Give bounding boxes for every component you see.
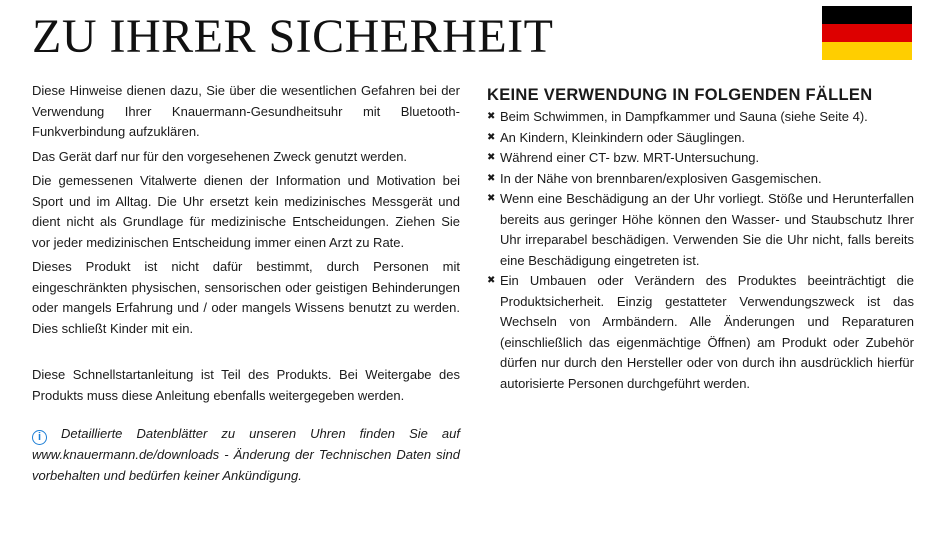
list-item <box>487 169 914 190</box>
safety-intro-column <box>32 81 460 490</box>
list-item <box>487 148 914 169</box>
cross-bullet-icon: ✖ <box>487 275 496 286</box>
flag-stripe-red <box>822 24 912 42</box>
cross-bullet-icon: ✖ <box>487 172 496 184</box>
cross-bullet-icon: ✖ <box>487 111 496 122</box>
list-item <box>487 271 914 394</box>
quickstart-paragraph: Diese Schnellstartanleitung ist Teil des Produkts. Bei Weitergabe des Produkts muss diese Anleitung ebenfalls weitergegeben werden. <box>32 367 460 403</box>
datasheet-note <box>32 424 460 486</box>
list-item-text: In der Nähe von brennbaren/explosiven Gasgemischen. <box>500 170 822 186</box>
flag-stripe-gold <box>822 42 912 60</box>
list-item-text: An Kindern, Kleinkindern oder Säuglingen. <box>500 129 746 145</box>
prohibited-use-heading: KEINE VERWENDUNG IN FOLGENDEN FÄLLEN <box>487 86 873 104</box>
flag-stripe-black <box>822 6 912 24</box>
list-item <box>487 107 914 128</box>
page-title: ZU IHRER SICHERHEIT <box>32 10 554 63</box>
intro-paragraph: Diese Hinweise dienen dazu, Sie über die wesentlichen Gefahren bei der Verwendung Ihrer Knauermann-Gesundheitsuhr mit Bluetooth-Funkverbindung aufzuklären. <box>32 83 460 139</box>
list-item <box>487 189 914 271</box>
cross-bullet-icon: ✖ <box>487 131 496 143</box>
info-icon: i <box>32 430 47 445</box>
cross-bullet-icon: ✖ <box>487 152 496 163</box>
list-item <box>487 128 914 149</box>
datasheet-note-text: Detaillierte Datenblätter zu unseren Uhren finden Sie auf www.knauermann.de/downloads - Änderung der Technischen Daten sind vorbehalten und bedürfen keiner Ankündigung. <box>32 426 460 483</box>
list-item-text: Beim Schwimmen, in Dampfkammer und Sauna (siehe Seite 4). <box>500 109 868 124</box>
list-item-text: Wenn eine Beschädigung an der Uhr vorliegt. Stöße und Herunterfallen bereits aus geringer Höhe können den Wasser- und Staubschutz Ihrer Uhr irreparabel beschädigen. Verwenden Sie die Uhr nicht, falls bereits eine Beschädigung eingetreten ist. <box>500 191 914 268</box>
list-item-text: Ein Umbauen oder Verändern des Produktes beeinträchtigt die Produktsicherheit. Einzig gestatteter Verwendungszweck ist das Wechseln von Armbändern. Alle Änderungen und Reparaturen (einschließlich das eigenmächtige Öffnen) am Produkt oder Zubehör dürfen nur durch den Hersteller oder von durch ihn ausdrücklich hierfür autorisierte Personen durchgeführt werden. <box>500 273 914 391</box>
restricted-persons-paragraph: Dieses Produkt ist nicht dafür bestimmt, durch Personen mit eingeschränkten physischen, sensorischen oder geistigen Behinderungen oder mangels Erfahrung und / oder mangels Wissens benutzt zu werden. Dies schließt Kinder mit ein. <box>32 259 460 336</box>
list-item-text: Während einer CT- bzw. MRT-Untersuchung. <box>500 150 760 165</box>
prohibited-use-column <box>487 84 914 394</box>
german-flag-icon <box>822 6 912 60</box>
intended-use-paragraph: Das Gerät darf nur für den vorgesehenen Zweck genutzt werden. <box>32 148 408 164</box>
cross-bullet-icon: ✖ <box>487 193 496 204</box>
vital-values-paragraph: Die gemessenen Vitalwerte dienen der Information und Motivation bei Sport und im Alltag. Die Uhr ersetzt kein medizinisches Messgerät und dient nicht als Grundlage für medizinische Entscheidungen. Ziehen Sie vor jeder medizinischen Entscheidung immer einen Arzt zu Rate. <box>32 173 460 250</box>
prohibited-use-list <box>487 107 914 394</box>
